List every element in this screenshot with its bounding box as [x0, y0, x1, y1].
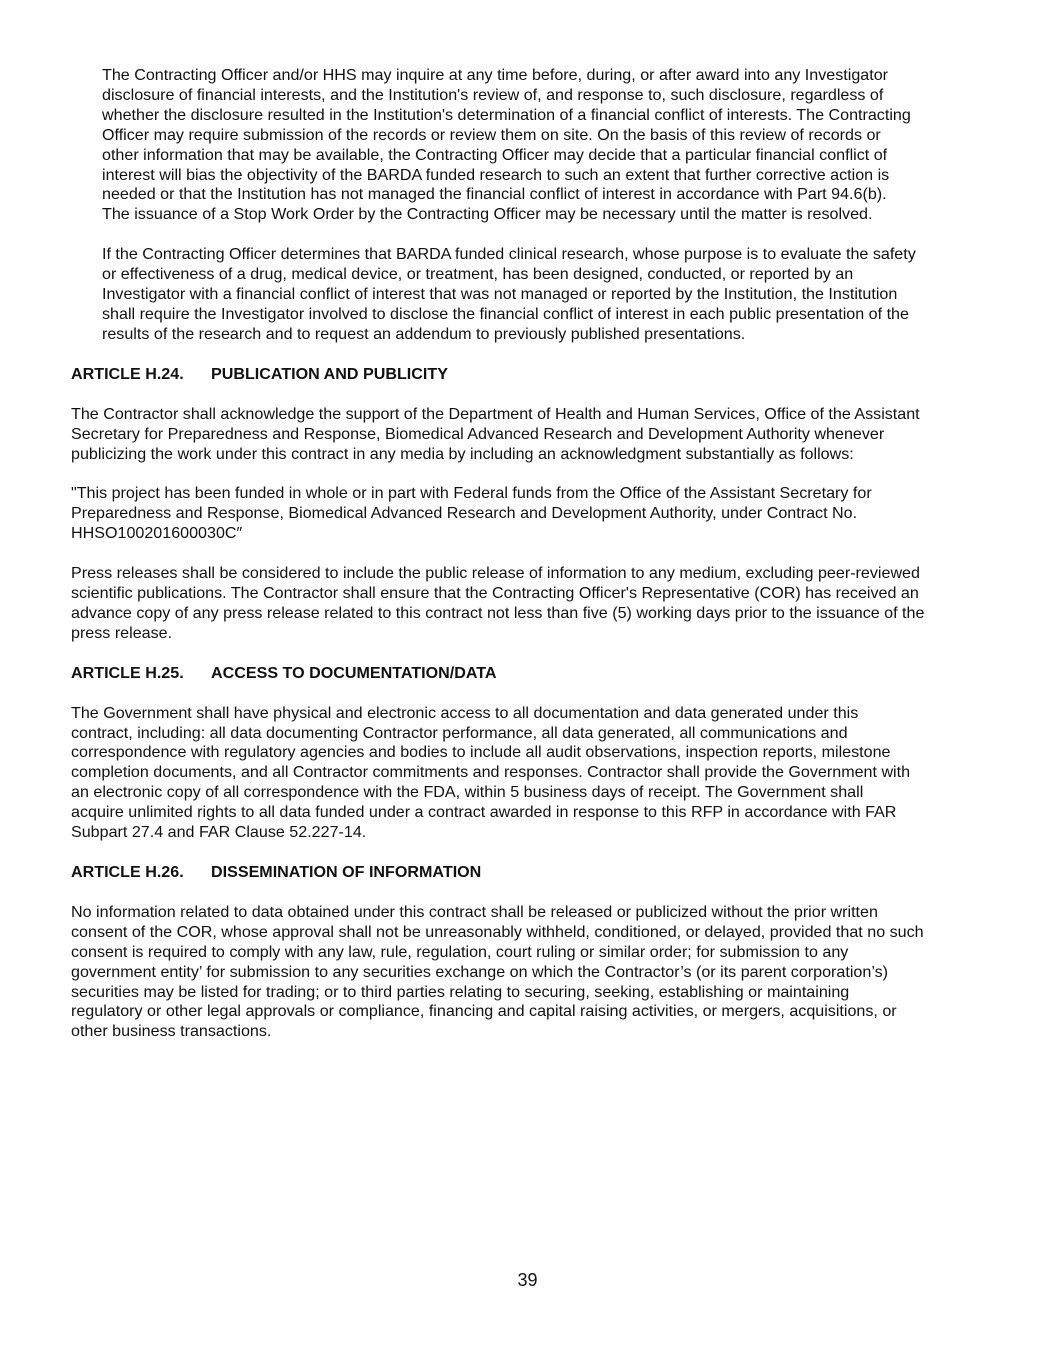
article-h24-heading — [71, 365, 986, 385]
article-title: DISSEMINATION OF INFORMATION — [211, 863, 482, 881]
paragraph-gap — [71, 385, 986, 405]
paragraph-gap — [71, 843, 986, 863]
paragraph-acknowledgment-quote: "This project has been funded in whole or in part with Federal funds from the Office of the Assistant Secretary for Preparedness and Response, Biomedical Advanced Research and Development Authority, under Contract No. HHSO100201600030C″ — [71, 484, 872, 543]
page-number: 39 — [517, 1270, 538, 1290]
paragraph-acknowledgment: The Contractor shall acknowledge the support of the Department of Health and Human Services, Office of the Assistant Secretary for Preparedness and Response, Biomedical Advanced Research and Development Authority whenever publicizing the work under this contract in any media by including an acknowledgment substantially as follows: — [71, 404, 920, 463]
article-title: ACCESS TO DOCUMENTATION/DATA — [211, 663, 497, 682]
paragraph-dissemination: No information related to data obtained under this contract shall be released or publicized without the prior written consent of the COR, whose approval shall not be unreasonably withheld, conditioned, or delayed, provided that no such consent is required to comply with any law, rule, regulation, court ruling or similar order; for submission to any government entity’ for submission to any securities exchange on which the Contractor’s (or its parent corporation’s) securities may be listed for trading; or to third parties relating to securing, seeking, establishing or maintaining regulatory or other legal approvals or compliance, financing and capital raising activities, or mergers, acquisitions, or other business transactions. — [71, 902, 924, 1041]
paragraph-gap — [71, 644, 986, 664]
paragraph-coi-disclosure: If the Contracting Officer determines that BARDA funded clinical research, whose purpose is to evaluate the safety or effectiveness of a drug, medical device, or treatment, has been designed, conducted, or reported by an Investigator with a financial conflict of interest that was not managed or reported by the Institution, the Institution shall require the Investigator involved to disclose the financial conflict of interest in each public presentation of the results of the research and to request an addendum to previously published presentations. — [102, 245, 916, 343]
paragraph-coi-inquiry: The Contracting Officer and/or HHS may inquire at any time before, during, or after award into any Investigator disclosure of financial interests, and the Institution's review of, and response to, such disclosure, regardless of whether the disclosure resulted in the Institution's determination of a financial conflict of interests. The Contracting Officer may require submission of the records or review them on site. On the basis of this review of records or other information that may be available, the Contracting Officer may decide that a particular financial conflict of interest will bias the objectivity of the BARDA funded research to such an extent that further corrective action is needed or that the Institution has not managed the financial conflict of interest in accordance with Part 94.6(b). The issuance of a Stop Work Order by the Contracting Officer may be necessary until the matter is resolved. — [102, 66, 911, 224]
paragraph-gap — [71, 684, 986, 704]
paragraph-access-data: The Government shall have physical and electronic access to all documentation and data generated under this contract, including: all data documenting Contractor performance, all data generated, all communications and correspondence with regulatory agencies and bodies to include all audit observations, inspection reports, milestone completion documents, and all Contractor commitments and responses. Contractor shall provide the Government with an electronic copy of all correspondence with the FDA, within 5 business days of receipt. The Government shall acquire unlimited rights to all data funded under a contract awarded in response to this RFP in accordance with FAR Subpart 27.4 and FAR Clause 52.227-14. — [71, 703, 911, 842]
document-body — [71, 66, 986, 1042]
article-h26-heading — [71, 863, 986, 883]
paragraph-gap — [71, 544, 986, 564]
article-number: ARTICLE H.24. — [71, 364, 184, 383]
article-number: ARTICLE H.25. — [71, 663, 184, 682]
paragraph-gap — [71, 225, 986, 245]
article-number: ARTICLE H.26. — [71, 863, 184, 881]
paragraph-gap — [71, 345, 986, 365]
paragraph-gap — [71, 883, 986, 903]
article-h25-heading — [71, 664, 986, 684]
article-title: PUBLICATION AND PUBLICITY — [211, 364, 448, 383]
paragraph-gap — [71, 464, 986, 484]
paragraph-press-releases: Press releases shall be considered to include the public release of information to any medium, excluding peer-reviewed scientific publications. The Contractor shall ensure that the Contracting Officer's Representative (COR) has received an advance copy of any press release related to this contract not less than five (5) working days prior to the issuance of the press release. — [71, 564, 925, 642]
